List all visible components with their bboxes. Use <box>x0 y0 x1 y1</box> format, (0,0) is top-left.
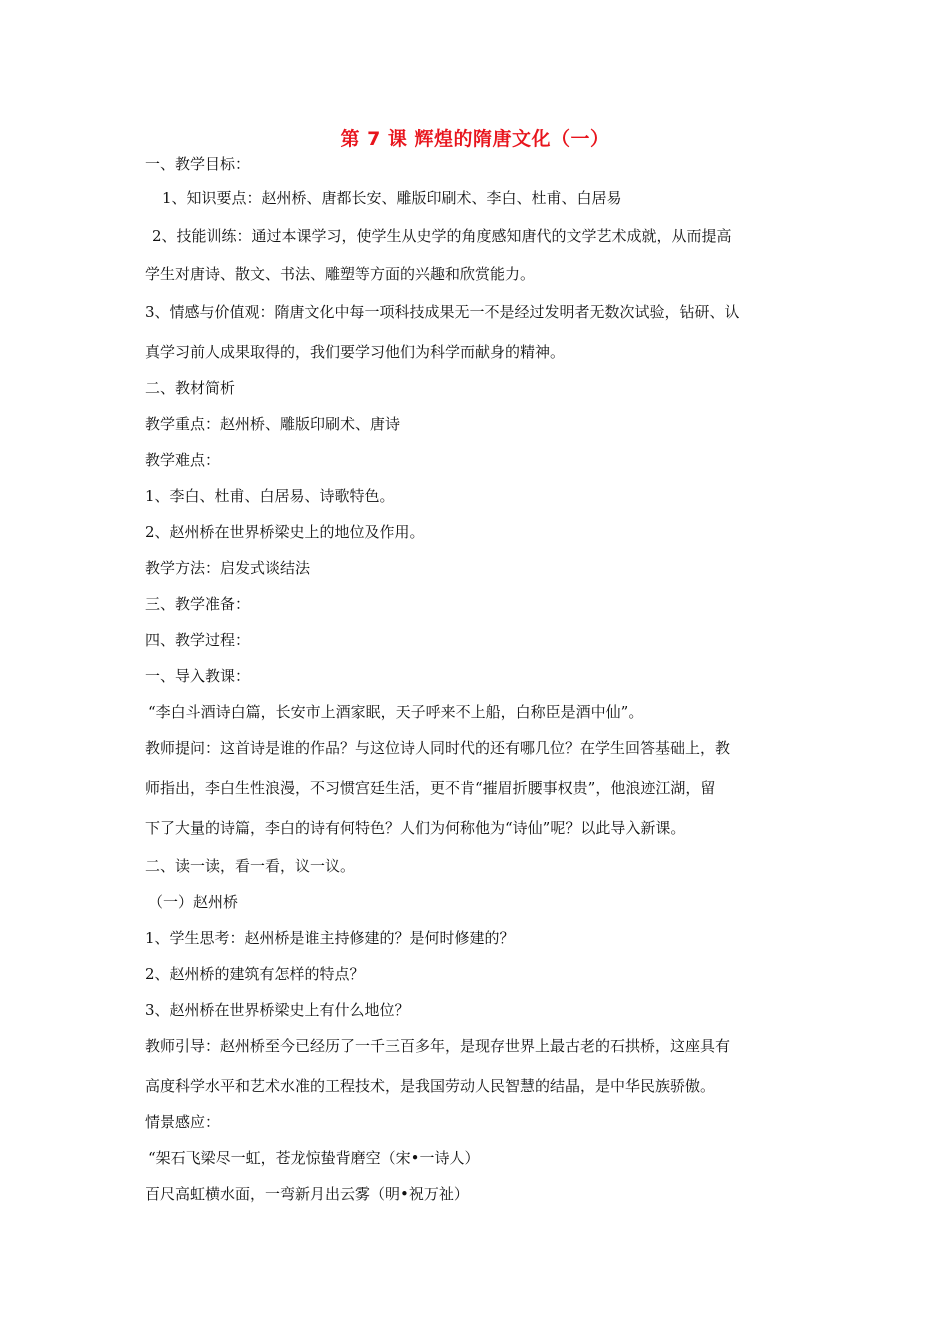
teacher-guidance-cont: 高度科学水平和艺术水准的工程技术，是我国劳动人民智慧的结晶，是中华民族骄傲。 <box>145 1077 716 1095</box>
section-heading-preparation: 三、教学准备： <box>145 595 251 613</box>
teacher-question-cont: 下了大量的诗篇，李白的诗有何特色？人们为何称他为“诗仙”呢？以此导入新课。 <box>145 819 686 837</box>
question-item: 1、学生思考：赵州桥是谁主持修建的？是何时修建的？ <box>145 929 515 947</box>
objective-skills-cont: 学生对唐诗、散文、书法、雕塑等方面的兴趣和欣赏能力。 <box>145 265 536 283</box>
teaching-key-points: 教学重点：赵州桥、雕版印刷术、唐诗 <box>145 415 401 433</box>
lesson-title: 第 7 课 辉煌的隋唐文化（一） <box>340 128 610 150</box>
objective-knowledge: 1、知识要点：赵州桥、唐都长安、雕版印刷术、李白、杜甫、白居易 <box>162 189 622 207</box>
poem-quote: “李白斗酒诗白篇，长安市上酒家眠，天子呼来不上船，白称臣是酒中仙”。 <box>148 703 644 721</box>
objective-skills: 2、技能训练：通过本课学习，使学生从史学的角度感知唐代的文学艺术成就，从而提高 <box>152 227 732 245</box>
teacher-question-cont: 师指出，李白生性浪漫，不习惯宫廷生活，更不肯“摧眉折腰事权贵”，他浪迹江湖，留 <box>145 779 716 797</box>
difficulty-item: 2、赵州桥在世界桥梁史上的地位及作用。 <box>145 523 425 541</box>
teacher-guidance: 教师引导：赵州桥至今已经历了一千三百多年，是现存世界上最古老的石拱桥，这座具有 <box>145 1037 731 1055</box>
subsection-intro: 一、导入教课： <box>145 667 251 685</box>
question-item: 3、赵州桥在世界桥梁史上有什么地位？ <box>145 1001 410 1019</box>
question-item: 2、赵州桥的建筑有怎样的特点？ <box>145 965 365 983</box>
poem-line: 百尺高虹横水面，一弯新月出云雾（明•祝万祉） <box>145 1185 469 1203</box>
topic-zhaozhou-bridge: （一）赵州桥 <box>148 893 239 911</box>
objective-values: 3、情感与价值观：隋唐文化中每一项科技成果无一不是经过发明者无数次试验，钻研、认 <box>145 303 740 321</box>
section-heading-material: 二、教材简析 <box>145 379 236 397</box>
teaching-difficulties: 教学难点： <box>145 451 221 469</box>
teacher-question: 教师提问：这首诗是谁的作品？与这位诗人同时代的还有哪几位？在学生回答基础上，教 <box>145 739 731 757</box>
section-heading-objectives: 一、教学目标： <box>145 155 251 173</box>
subsection-read: 二、读一读，看一看，议一议。 <box>145 857 356 875</box>
objective-values-cont: 真学习前人成果取得的，我们要学习他们为科学而献身的精神。 <box>145 343 566 361</box>
scene-heading: 情景感应： <box>145 1113 221 1131</box>
section-heading-process: 四、教学过程： <box>145 631 251 649</box>
poem-line: “架石飞梁尽一虹，苍龙惊蛰背磨空（宋•一诗人） <box>148 1149 480 1167</box>
difficulty-item: 1、李白、杜甫、白居易、诗歌特色。 <box>145 487 395 505</box>
teaching-method: 教学方法：启发式谈结法 <box>145 559 311 577</box>
